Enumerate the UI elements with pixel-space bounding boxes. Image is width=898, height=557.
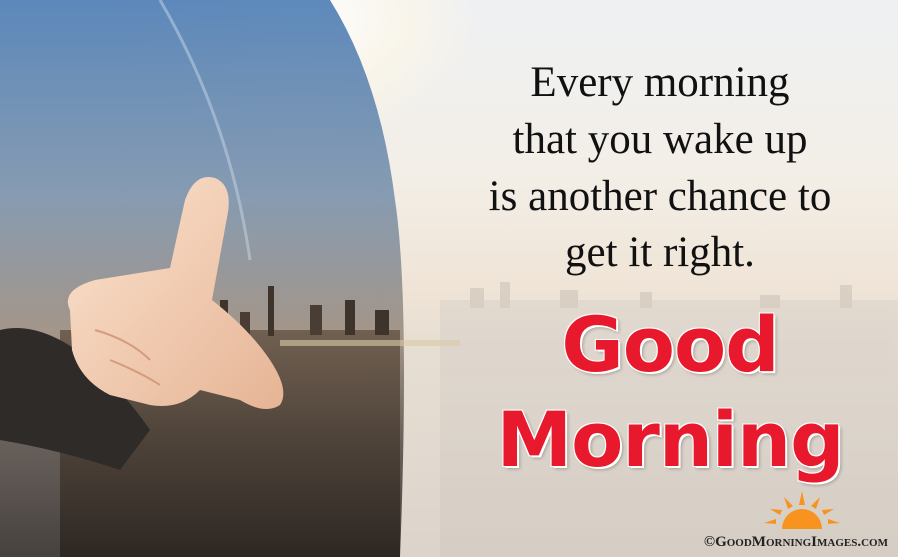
quote-line: get it right. <box>565 229 755 277</box>
sunrise-icon <box>762 491 842 531</box>
quote-line: Every morning <box>530 59 790 106</box>
watermark-text: ©GoodMorningImages.com <box>703 534 888 550</box>
quote-line: that you wake up <box>512 115 808 163</box>
watermark-logo <box>662 491 892 551</box>
greeting-morning: Morning <box>496 395 844 484</box>
quote-line: is another chance to <box>488 172 832 220</box>
greeting-good: Good <box>561 300 779 389</box>
quote-text <box>440 55 880 282</box>
